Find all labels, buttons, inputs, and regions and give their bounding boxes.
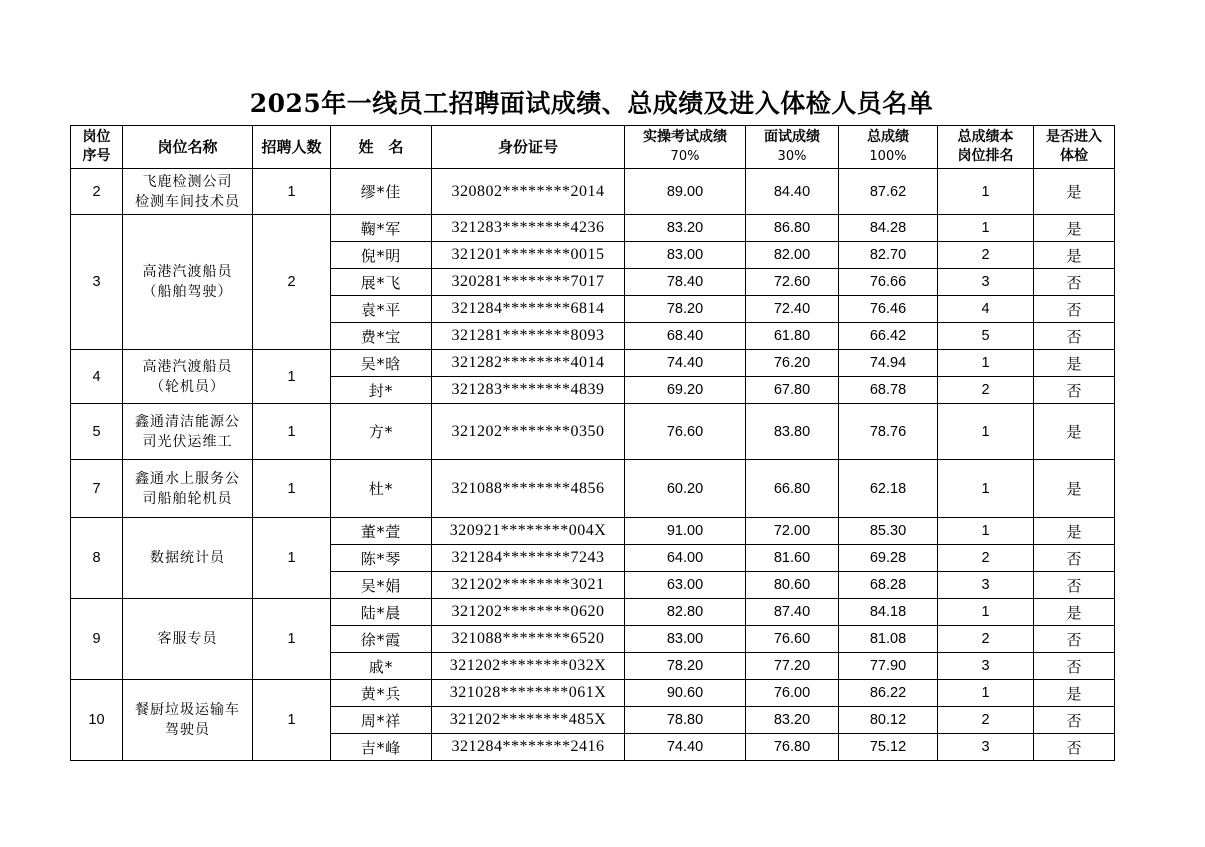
cell-exam: 是	[1034, 215, 1115, 242]
cell-seq: 10	[71, 680, 123, 761]
cell-job-name	[123, 350, 253, 404]
cell-total: 69.28	[839, 545, 938, 572]
cell-rank: 2	[938, 377, 1034, 404]
table-row	[71, 518, 1115, 545]
cell-total: 68.28	[839, 572, 938, 599]
cell-total: 85.30	[839, 518, 938, 545]
cell-practical: 78.40	[625, 269, 746, 296]
cell-id-number: 321283********4236	[432, 215, 625, 242]
cell-rank: 3	[938, 653, 1034, 680]
cell-practical: 76.60	[625, 404, 746, 460]
cell-name: 吴*娟	[331, 572, 432, 599]
cell-id-number: 321283********4839	[432, 377, 625, 404]
cell-job-name	[123, 680, 253, 761]
cell-recruit-count: 1	[253, 404, 331, 460]
job-name-line1: 鑫通水上服务公	[135, 470, 240, 487]
cell-rank: 3	[938, 269, 1034, 296]
cell-exam: 是	[1034, 169, 1115, 215]
cell-recruit-count: 1	[253, 169, 331, 215]
page-title: 2025年一线员工招聘面试成绩、总成绩及进入体检人员名单	[249, 89, 934, 118]
cell-name: 方*	[331, 404, 432, 460]
cell-exam: 是	[1034, 242, 1115, 269]
cell-rank: 2	[938, 545, 1034, 572]
cell-practical: 74.40	[625, 350, 746, 377]
cell-practical: 91.00	[625, 518, 746, 545]
cell-name: 鞠*军	[331, 215, 432, 242]
cell-interview: 76.20	[746, 350, 839, 377]
cell-rank: 1	[938, 169, 1034, 215]
cell-job-name	[123, 404, 253, 460]
cell-interview: 77.20	[746, 653, 839, 680]
cell-total: 81.08	[839, 626, 938, 653]
cell-practical: 82.80	[625, 599, 746, 626]
cell-seq: 3	[71, 215, 123, 350]
cell-practical: 89.00	[625, 169, 746, 215]
cell-exam: 否	[1034, 626, 1115, 653]
cell-interview: 72.60	[746, 269, 839, 296]
cell-interview: 66.80	[746, 460, 839, 518]
cell-rank: 2	[938, 242, 1034, 269]
cell-seq: 8	[71, 518, 123, 599]
cell-job-name	[123, 215, 253, 350]
cell-rank: 1	[938, 599, 1034, 626]
cell-id-number: 321088********4856	[432, 460, 625, 518]
cell-practical: 90.60	[625, 680, 746, 707]
cell-rank: 1	[938, 460, 1034, 518]
cell-interview: 83.80	[746, 404, 839, 460]
job-name-line1: 高港汽渡船员	[142, 264, 233, 280]
cell-recruit-count: 1	[253, 460, 331, 518]
cell-job-name	[123, 518, 253, 599]
job-name-line2: 检测车间技术员	[135, 193, 240, 210]
header-interview: 面试成绩 30%	[746, 126, 839, 169]
table-row	[71, 215, 1115, 242]
cell-exam: 是	[1034, 350, 1115, 377]
cell-id-number: 321284********2416	[432, 734, 625, 761]
cell-job-name	[123, 599, 253, 680]
job-name-line2: （轮机员）	[150, 378, 225, 395]
cell-rank: 1	[938, 680, 1034, 707]
job-name-line2: 驾驶员	[165, 722, 210, 738]
cell-rank: 1	[938, 404, 1034, 460]
results-table	[70, 125, 1115, 761]
cell-interview: 84.40	[746, 169, 839, 215]
cell-rank: 3	[938, 572, 1034, 599]
cell-name: 周*祥	[331, 707, 432, 734]
cell-interview: 76.60	[746, 626, 839, 653]
job-name-line1: 飞鹿检测公司	[142, 173, 233, 190]
cell-interview: 86.80	[746, 215, 839, 242]
cell-id-number: 321088********6520	[432, 626, 625, 653]
cell-rank: 1	[938, 350, 1034, 377]
cell-name: 缪*佳	[331, 169, 432, 215]
cell-id-number: 321284********6814	[432, 296, 625, 323]
cell-interview: 61.80	[746, 323, 839, 350]
cell-practical: 78.80	[625, 707, 746, 734]
table-row	[71, 350, 1115, 377]
cell-recruit-count: 1	[253, 518, 331, 599]
cell-exam: 否	[1034, 734, 1115, 761]
cell-exam: 是	[1034, 680, 1115, 707]
cell-practical: 83.20	[625, 215, 746, 242]
cell-name: 袁*平	[331, 296, 432, 323]
cell-exam: 否	[1034, 323, 1115, 350]
cell-name: 封*	[331, 377, 432, 404]
cell-exam: 否	[1034, 653, 1115, 680]
cell-name: 展*飞	[331, 269, 432, 296]
cell-total: 86.22	[839, 680, 938, 707]
cell-name: 徐*霞	[331, 626, 432, 653]
cell-id-number: 321202********0350	[432, 404, 625, 460]
table-row	[71, 404, 1115, 460]
cell-total: 62.18	[839, 460, 938, 518]
cell-exam: 否	[1034, 269, 1115, 296]
cell-interview: 72.00	[746, 518, 839, 545]
cell-rank: 4	[938, 296, 1034, 323]
cell-total: 74.94	[839, 350, 938, 377]
header-exam: 是否进入 体检	[1034, 126, 1115, 169]
cell-interview: 80.60	[746, 572, 839, 599]
table-row	[71, 460, 1115, 518]
cell-total: 80.12	[839, 707, 938, 734]
job-name-line2: 司光伏运维工	[142, 433, 233, 450]
cell-rank: 5	[938, 323, 1034, 350]
cell-total: 78.76	[839, 404, 938, 460]
cell-seq: 5	[71, 404, 123, 460]
cell-total: 66.42	[839, 323, 938, 350]
cell-name: 费*宝	[331, 323, 432, 350]
cell-exam: 是	[1034, 518, 1115, 545]
cell-name: 杜*	[331, 460, 432, 518]
job-name-line1: 鑫通清洁能源公	[135, 413, 240, 430]
cell-name: 陈*琴	[331, 545, 432, 572]
cell-name: 戚*	[331, 653, 432, 680]
cell-id-number: 320921********004X	[432, 518, 625, 545]
header-recruit-count: 招聘人数	[253, 126, 331, 169]
header-seq: 岗位 序号	[71, 126, 123, 169]
job-name-line2: （船舶驾驶）	[142, 284, 233, 300]
cell-total: 68.78	[839, 377, 938, 404]
cell-job-name	[123, 460, 253, 518]
cell-practical: 74.40	[625, 734, 746, 761]
cell-practical: 64.00	[625, 545, 746, 572]
cell-total: 77.90	[839, 653, 938, 680]
header-total: 总成绩 100%	[839, 126, 938, 169]
cell-name: 黄*兵	[331, 680, 432, 707]
cell-practical: 60.20	[625, 460, 746, 518]
cell-interview: 76.00	[746, 680, 839, 707]
cell-practical: 78.20	[625, 653, 746, 680]
cell-total: 84.18	[839, 599, 938, 626]
cell-seq: 4	[71, 350, 123, 404]
cell-rank: 1	[938, 518, 1034, 545]
cell-exam: 否	[1034, 296, 1115, 323]
cell-interview: 82.00	[746, 242, 839, 269]
header-job-name: 岗位名称	[123, 126, 253, 169]
cell-id-number: 320281********7017	[432, 269, 625, 296]
header-rank: 总成绩本 岗位排名	[938, 126, 1034, 169]
cell-name: 倪*明	[331, 242, 432, 269]
cell-total: 75.12	[839, 734, 938, 761]
cell-total: 76.66	[839, 269, 938, 296]
cell-practical: 78.20	[625, 296, 746, 323]
cell-recruit-count: 1	[253, 599, 331, 680]
cell-practical: 68.40	[625, 323, 746, 350]
cell-practical: 63.00	[625, 572, 746, 599]
cell-total: 76.46	[839, 296, 938, 323]
cell-exam: 否	[1034, 377, 1115, 404]
cell-name: 董*萱	[331, 518, 432, 545]
cell-id-number: 321202********485X	[432, 707, 625, 734]
job-name-line2: 司船舶轮机员	[142, 490, 233, 507]
cell-recruit-count: 1	[253, 350, 331, 404]
cell-interview: 67.80	[746, 377, 839, 404]
header-name: 姓 名	[331, 126, 432, 169]
cell-job-name	[123, 169, 253, 215]
cell-exam: 是	[1034, 460, 1115, 518]
table-row	[71, 599, 1115, 626]
cell-id-number: 320802********2014	[432, 169, 625, 215]
cell-rank: 3	[938, 734, 1034, 761]
cell-seq: 7	[71, 460, 123, 518]
cell-rank: 1	[938, 215, 1034, 242]
cell-practical: 83.00	[625, 242, 746, 269]
cell-rank: 2	[938, 626, 1034, 653]
cell-rank: 2	[938, 707, 1034, 734]
cell-name: 陆*晨	[331, 599, 432, 626]
cell-interview: 87.40	[746, 599, 839, 626]
cell-seq: 2	[71, 169, 123, 215]
cell-exam: 是	[1034, 599, 1115, 626]
cell-exam: 否	[1034, 572, 1115, 599]
cell-total: 82.70	[839, 242, 938, 269]
cell-id-number: 321281********8093	[432, 323, 625, 350]
cell-interview: 83.20	[746, 707, 839, 734]
job-name-line1: 数据统计员	[150, 550, 225, 566]
cell-id-number: 321284********7243	[432, 545, 625, 572]
cell-id-number: 321028********061X	[432, 680, 625, 707]
cell-interview: 81.60	[746, 545, 839, 572]
cell-id-number: 321202********0620	[432, 599, 625, 626]
cell-id-number: 321202********032X	[432, 653, 625, 680]
cell-practical: 83.00	[625, 626, 746, 653]
cell-name: 吉*峰	[331, 734, 432, 761]
cell-recruit-count: 2	[253, 215, 331, 350]
job-name-line1: 高港汽渡船员	[142, 358, 233, 375]
cell-recruit-count: 1	[253, 680, 331, 761]
table-row	[71, 169, 1115, 215]
cell-exam: 是	[1034, 404, 1115, 460]
cell-total: 84.28	[839, 215, 938, 242]
cell-total: 87.62	[839, 169, 938, 215]
cell-name: 吴*晗	[331, 350, 432, 377]
cell-id-number: 321282********4014	[432, 350, 625, 377]
cell-id-number: 321202********3021	[432, 572, 625, 599]
cell-practical: 69.20	[625, 377, 746, 404]
job-name-line1: 客服专员	[157, 631, 218, 647]
cell-interview: 76.80	[746, 734, 839, 761]
cell-exam: 否	[1034, 707, 1115, 734]
header-id-number: 身份证号	[432, 126, 625, 169]
job-name-line1: 餐厨垃圾运输车	[135, 702, 240, 718]
cell-id-number: 321201********0015	[432, 242, 625, 269]
table-row	[71, 680, 1115, 707]
cell-seq: 9	[71, 599, 123, 680]
header-row	[71, 126, 1115, 169]
header-practical: 实操考试成绩 70%	[625, 126, 746, 169]
cell-exam: 否	[1034, 545, 1115, 572]
cell-interview: 72.40	[746, 296, 839, 323]
